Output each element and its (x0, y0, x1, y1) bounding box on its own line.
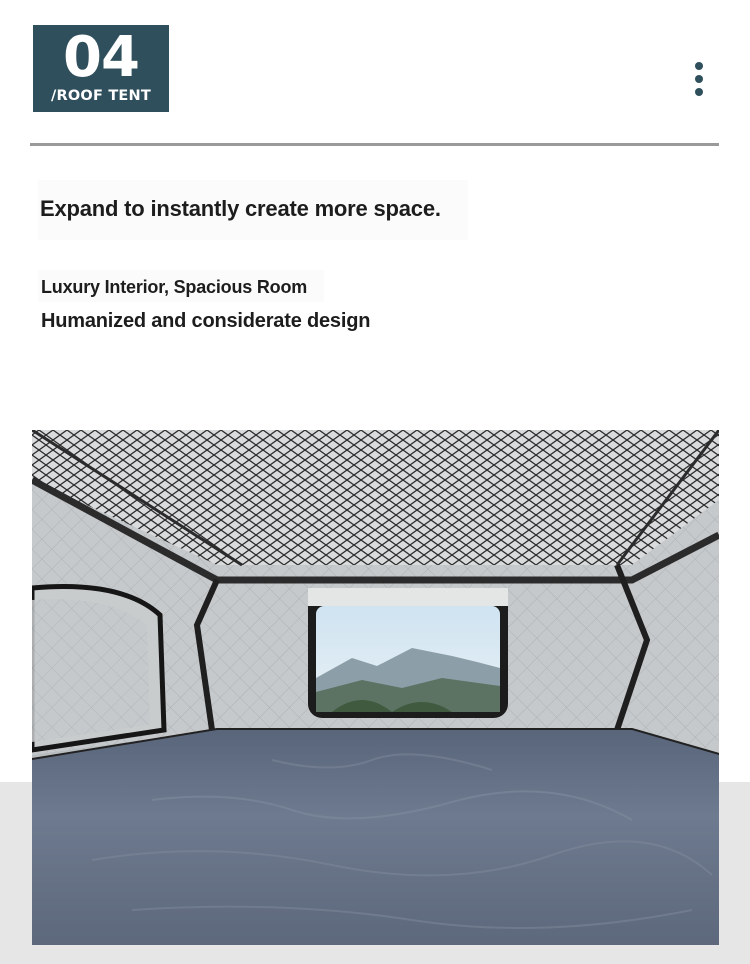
section-number: 04 (63, 25, 139, 90)
header-divider (30, 143, 719, 146)
tent-interior-photo (32, 430, 719, 945)
feature-line-2: Humanized and considerate design (41, 310, 371, 332)
section-badge (33, 25, 169, 112)
more-vertical-icon[interactable] (688, 60, 710, 100)
section-label: /ROOF TENT (51, 88, 151, 104)
feature-line-1: Luxury Interior, Spacious Room (41, 277, 308, 297)
headline: Expand to instantly create more space. (40, 196, 441, 221)
